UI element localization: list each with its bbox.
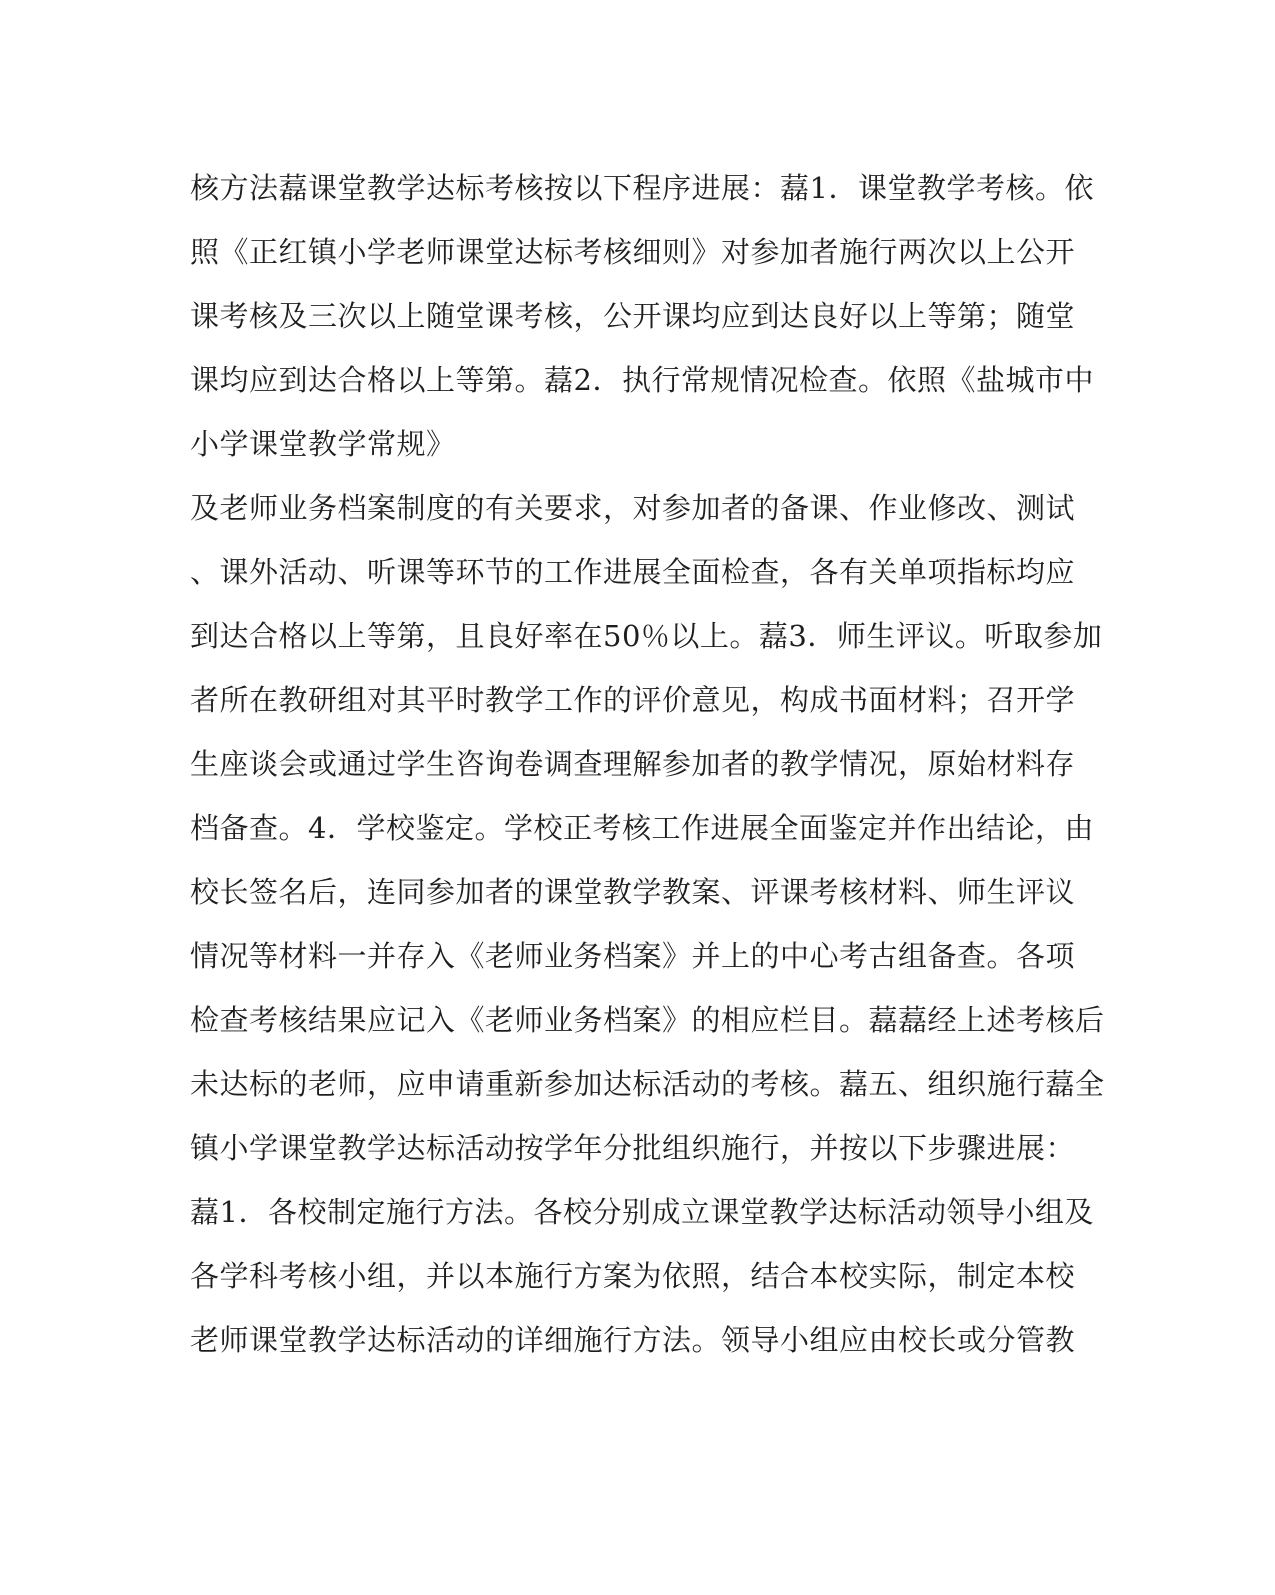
- text-line: 未达标的老师，应申请重新参加达标活动的考核。藞五、组织施行藞全: [190, 1067, 1105, 1101]
- text-line: 小学课堂教学常规》: [190, 427, 456, 461]
- text-line: 及老师业务档案制度的有关要求，对参加者的备课、作业修改、测试: [190, 491, 1076, 525]
- text-line: 核方法藞课堂教学达标考核按以下程序进展：藞1．课堂教学考核。依: [190, 171, 1094, 205]
- text-line: 档备查。4．学校鉴定。学校正考核工作进展全面鉴定并作出结论，由: [190, 811, 1094, 845]
- text-line: 生座谈会或通过学生咨询卷调查理解参加者的教学情况，原始材料存: [190, 747, 1076, 781]
- body-text: [190, 156, 1105, 1372]
- text-line: 课均应到达合格以上等第。藞2．执行常规情况检查。依照《盐城市中: [190, 363, 1094, 397]
- text-line: 情况等材料一并存入《老师业务档案》并上的中心考古组备查。各项: [190, 939, 1076, 973]
- text-line: 镇小学课堂教学达标活动按学年分批组织施行，并按以下步骤进展：: [190, 1131, 1076, 1165]
- text-line: 到达合格以上等第，且良好率在50％以上。藞3．师生评议。听取参加: [190, 619, 1103, 653]
- text-line: 检查考核结果应记入《老师业务档案》的相应栏目。藞藞经上述考核后: [190, 1003, 1105, 1037]
- text-line: 各学科考核小组，并以本施行方案为依照，结合本校实际，制定本校: [190, 1259, 1076, 1293]
- text-line: 老师课堂教学达标活动的详细施行方法。领导小组应由校长或分管教: [190, 1323, 1076, 1357]
- text-line: 照《正红镇小学老师课堂达标考核细则》对参加者施行两次以上公开: [190, 235, 1076, 269]
- text-line: 、课外活动、听课等环节的工作进展全面检查，各有关单项指标均应: [190, 555, 1076, 589]
- text-line: 者所在教研组对其平时教学工作的评价意见，构成书面材料；召开学: [190, 683, 1076, 717]
- text-line: 校长签名后，连同参加者的课堂教学教案、评课考核材料、师生评议: [190, 875, 1076, 909]
- text-line: 藞1．各校制定施行方法。各校分别成立课堂教学达标活动领导小组及: [190, 1195, 1094, 1229]
- text-line: 课考核及三次以上随堂课考核，公开课均应到达良好以上等第；随堂: [190, 299, 1076, 333]
